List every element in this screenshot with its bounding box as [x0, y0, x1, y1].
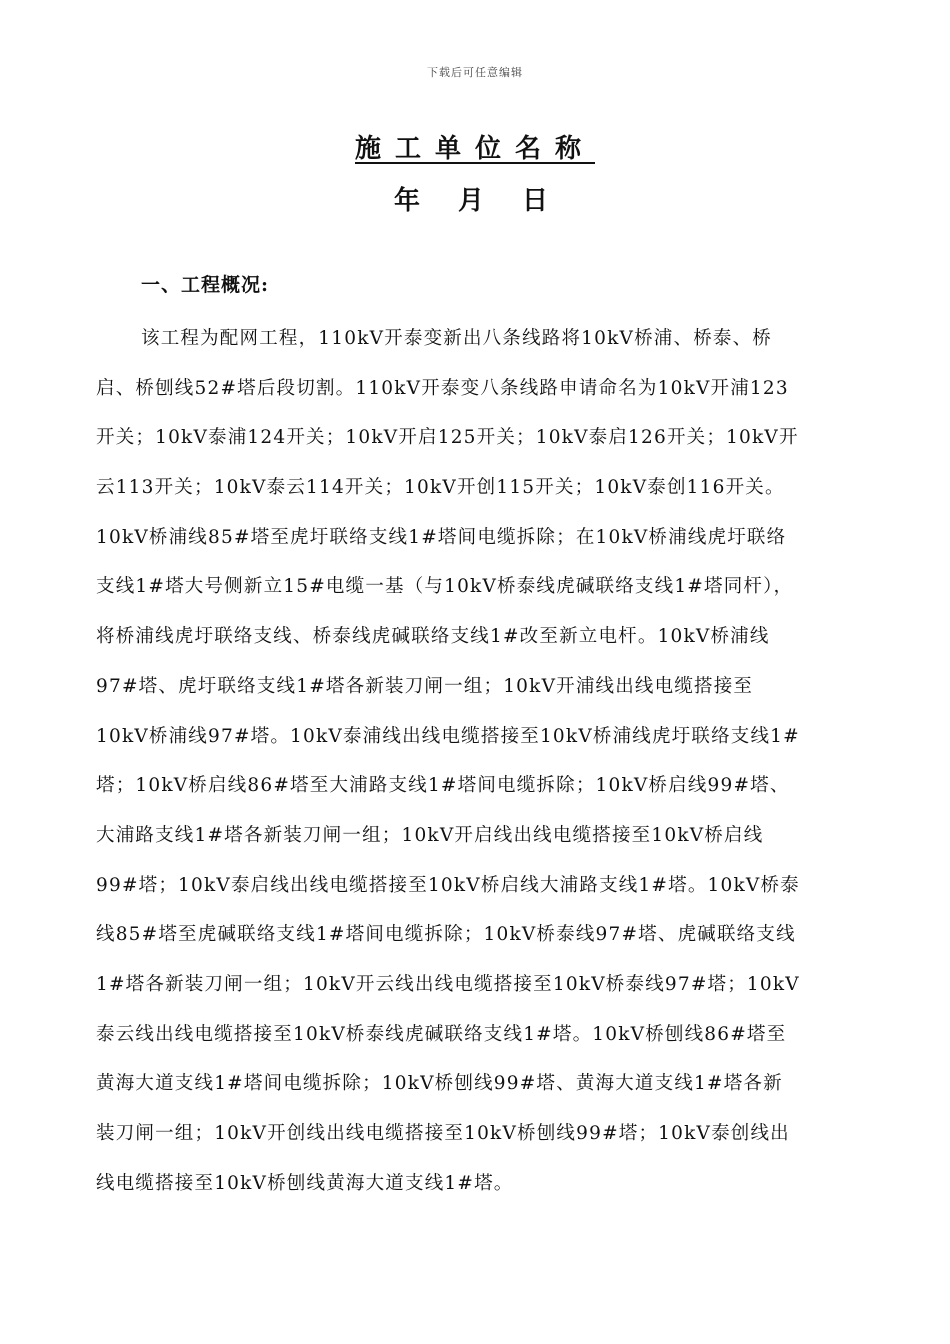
paragraph-line: 大浦路支线1#塔各新装刀闸一组；10kV开启线出线电缆搭接至10kV桥启线	[96, 824, 764, 846]
paragraph-line: 启、桥刨线52#塔后段切割。110kV开泰变八条线路申请命名为10kV开浦123	[96, 377, 789, 399]
paragraph-line: 装刀闸一组；10kV开创线出线电缆搭接至10kV桥刨线99#塔；10kV泰创线出	[96, 1123, 790, 1144]
paragraph-line: 该工程为配网工程，110kV开泰变新出八条线路将10kV桥浦、桥泰、桥	[141, 328, 772, 349]
paragraph-line: 10kV桥浦线97#塔。10kV泰浦线出线电缆搭接至10kV桥浦线虎圩联络支线1#	[96, 725, 800, 747]
construction-unit-name: 施工单位名称	[354, 134, 595, 164]
paragraph-line: 将桥浦线虎圩联络支线、桥泰线虎碱联络支线1#改至新立电杆。10kV桥浦线	[96, 626, 770, 648]
paragraph-line: 1#塔各新装刀闸一组；10kV开云线出线电缆搭接至10kV桥泰线97#塔；10kV	[96, 973, 800, 995]
paragraph-line: 97#塔、虎圩联络支线1#塔各新装刀闸一组；10kV开浦线出线电缆搭接至	[96, 675, 754, 697]
document-title	[0, 128, 950, 165]
page-header-note: 下载后可任意编辑	[427, 66, 523, 79]
section-heading-project-overview: 一、工程概况:	[141, 274, 270, 296]
paragraph-line: 塔；10kV桥启线86#塔至大浦路支线1#塔间电缆拆除；10kV桥启线99#塔、	[96, 775, 790, 797]
paragraph-line: 黄海大道支线1#塔间电缆拆除；10kV桥刨线99#塔、黄海大道支线1#塔各新	[96, 1073, 783, 1095]
project-overview-paragraph	[96, 314, 856, 1208]
paragraph-line: 云113开关；10kV泰云114开关；10kV开创115开关；10kV泰创116开关。	[96, 477, 785, 499]
paragraph-line: 线电缆搭接至10kV桥刨线黄海大道支线1#塔。	[96, 1172, 514, 1194]
paragraph-line: 线85#塔至虎碱联络支线1#塔间电缆拆除；10kV桥泰线97#塔、虎碱联络支线	[96, 924, 796, 946]
paragraph-line: 99#塔；10kV泰启线出线电缆搭接至10kV桥启线大浦路支线1#塔。10kV桥泰	[96, 874, 800, 896]
paragraph-line: 10kV桥浦线85#塔至虎圩联络支线1#塔间电缆拆除；在10kV桥浦线虎圩联络	[96, 526, 787, 548]
paragraph-line: 支线1#塔大号侧新立15#电缆一基（与10kV桥泰线虎碱联络支线1#塔同杆），	[96, 576, 794, 598]
paragraph-line: 泰云线出线电缆搭接至10kV桥泰线虎碱联络支线1#塔。10kV桥刨线86#塔至	[96, 1023, 787, 1045]
document-date: 年月日	[393, 186, 586, 216]
paragraph-line: 开关；10kV泰浦124开关；10kV开启125开关；10kV泰启126开关；10kV开	[96, 427, 799, 449]
